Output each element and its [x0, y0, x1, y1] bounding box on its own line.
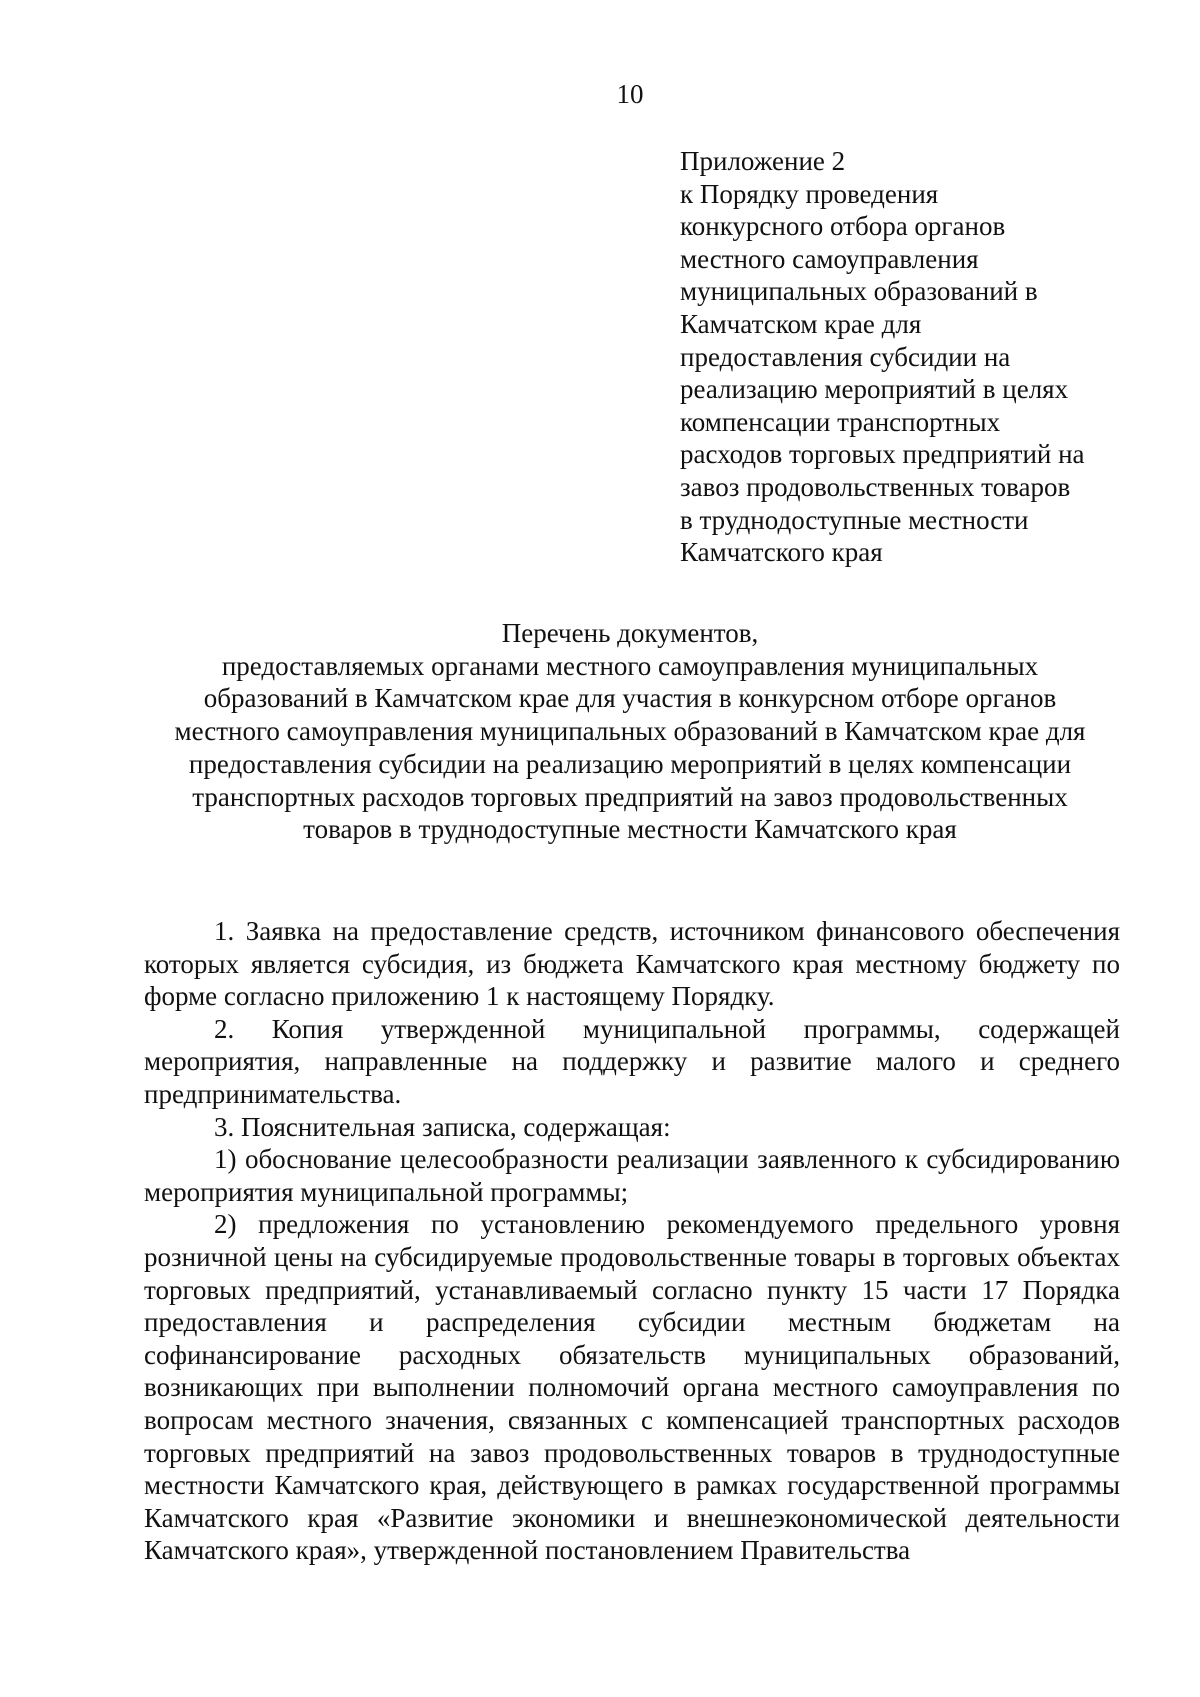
appendix-line: компенсации транспортных: [680, 406, 1001, 437]
title-line: предоставления субсидии на реализацию мероприятий в целях компенсации: [188, 748, 1072, 779]
appendix-line: расходов торговых предприятий на: [680, 439, 1085, 470]
paragraph-price-proposals: 2) предложения по установлению рекомендуемого предельного уровня розничной цены на субсидируемые продовольственные товары в торговых объектах торговых предприятий, устанавливаемый согласно пункту 15 части 17 Порядка предоставления и распределения субсидии местным бюджетам на софинансирование расходных обязательств муниципальных образований, возникающих при выполнении полномочий органа местного самоуправления по вопросам местного значения, связанных с компенсацией транспортных расходов торговых предприятий на завоз продовольственных товаров в труднодоступные местности Камчатского края, действующего в рамках государственной программы Камчатского края «Развитие экономики и внешнеэкономической деятельности Камчатского края», утвержденной постановлением Правительства: [144, 1209, 1120, 1566]
title-line: местного самоуправления муниципальных образований в Камчатском крае для: [174, 716, 1086, 747]
title-line: предоставляемых органами местного самоуправления муниципальных: [221, 650, 1039, 681]
appendix-line: Камчатском крае для: [680, 308, 922, 339]
paragraph-program-copy: 2. Копия утвержденной муниципальной программы, содержащей мероприятия, направленные на поддержку и развитие малого и среднего предпринимательства.: [144, 1013, 1120, 1109]
document-body: [144, 915, 1120, 1567]
appendix-line: к Порядку проведения: [680, 178, 939, 209]
title-line: товаров в труднодоступные местности Камчатского края: [303, 814, 957, 845]
paragraph-explanatory-note: 3. Пояснительная записка, содержащая:: [214, 1111, 671, 1142]
appendix-header: [680, 145, 1160, 569]
appendix-line: реализацию мероприятий в целях: [680, 374, 1069, 405]
appendix-line: завоз продовольственных товаров: [680, 471, 1071, 502]
document-title: [120, 617, 1140, 846]
appendix-line: Камчатского края: [680, 537, 883, 568]
appendix-line: конкурсного отбора органов: [680, 211, 1006, 242]
paragraph-justification: 1) обоснование целесообразности реализации заявленного к субсидированию мероприятия муниципальной программы;: [144, 1144, 1120, 1207]
appendix-line: муниципальных образований в: [680, 276, 1038, 307]
appendix-line: Приложение 2: [680, 146, 846, 176]
title-line: транспортных расходов торговых предприятий на завоз продовольственных: [192, 781, 1068, 812]
title-line: образований в Камчатском крае для участия в конкурсном отборе органов: [203, 683, 1057, 714]
title-line: Перечень документов,: [501, 618, 759, 648]
appendix-line: в труднодоступные местности: [680, 504, 1029, 535]
appendix-line: местного самоуправления: [680, 243, 979, 274]
paragraph-application: 1. Заявка на предоставление средств, источником финансового обеспечения которых является субсидия, из бюджета Камчатского края местному бюджету по форме согласно приложению 1 к настоящему Порядку.: [144, 916, 1120, 1012]
page-number: 10: [616, 79, 644, 109]
appendix-line: предоставления субсидии на: [680, 341, 1011, 372]
